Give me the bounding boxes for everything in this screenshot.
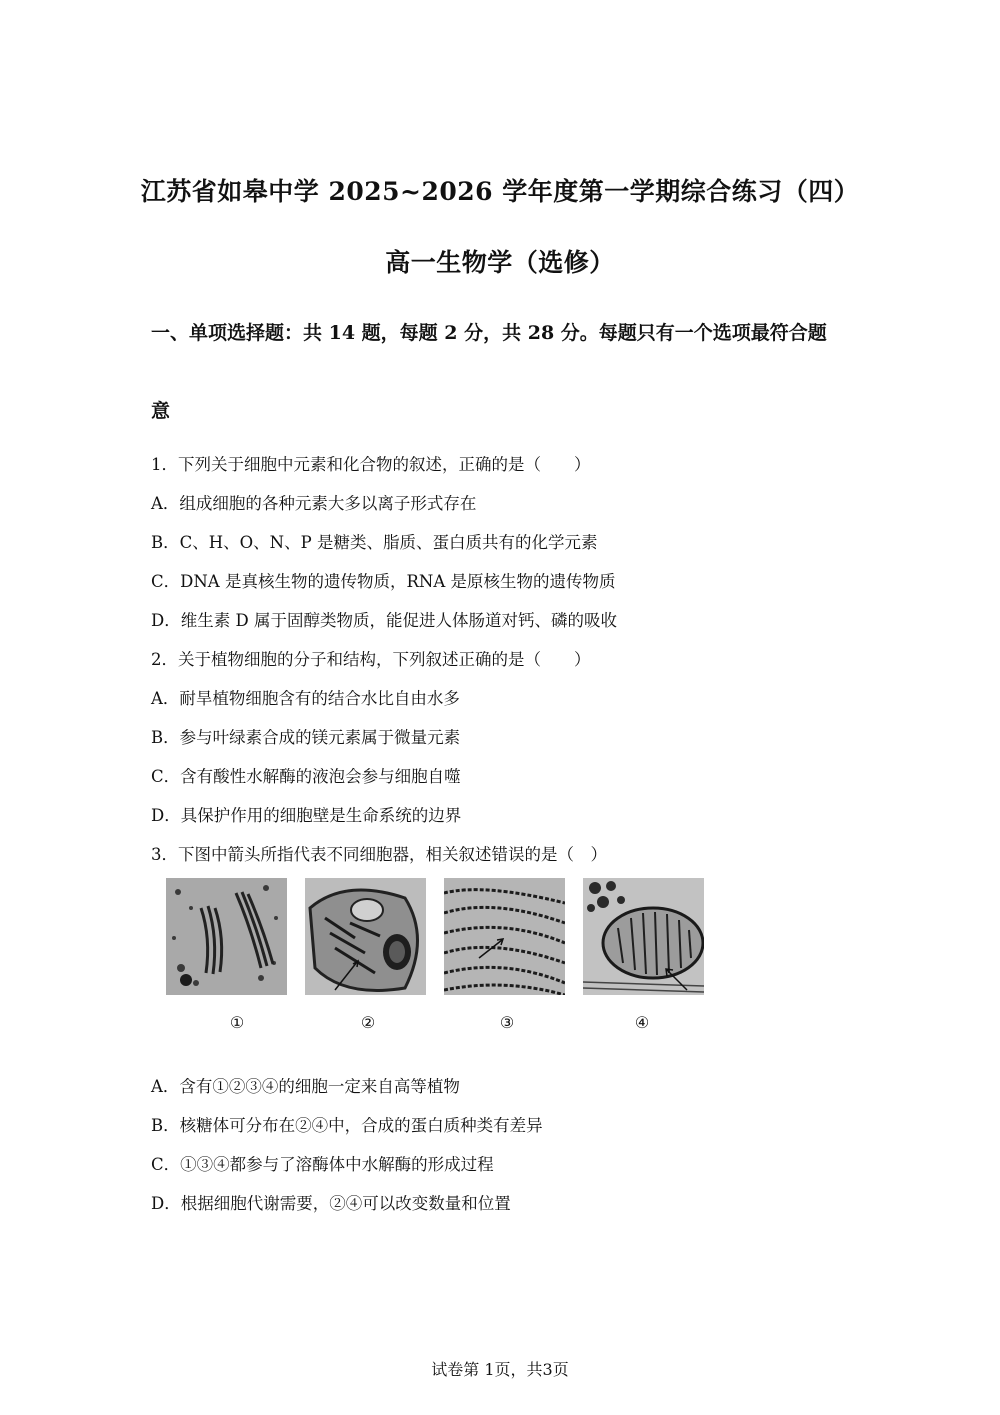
figure-mitochondrion-micrograph	[583, 878, 704, 995]
section-heading-continued: 意	[151, 400, 171, 422]
figure-label-3: ③	[499, 1013, 515, 1032]
figure-chloroplast-micrograph	[305, 878, 426, 995]
question-3-option-d: D．根据细胞代谢需要，②④可以改变数量和位置	[151, 1194, 511, 1213]
question-2-option-a: A．耐旱植物细胞含有的结合水比自由水多	[151, 689, 460, 708]
figure-label-4: ④	[634, 1013, 650, 1032]
figure-label-2: ②	[360, 1013, 376, 1032]
question-1-option-a: A．组成细胞的各种元素大多以离子形式存在	[151, 494, 477, 513]
question-3-option-b: B．核糖体可分布在②④中，合成的蛋白质种类有差异	[151, 1116, 543, 1135]
question-2-option-c: C．含有酸性水解酶的液泡会参与细胞自噬	[151, 767, 461, 786]
question-1-option-b: B．C、H、O、N、P 是糖类、脂质、蛋白质共有的化学元素	[151, 533, 598, 552]
question-3-option-a: A．含有①②③④的细胞一定来自高等植物	[151, 1077, 460, 1096]
figure-label-1: ①	[229, 1013, 245, 1032]
question-2-stem: 2．关于植物细胞的分子和结构，下列叙述正确的是（ ）	[151, 650, 591, 669]
question-2-option-d: D．具保护作用的细胞壁是生命系统的边界	[151, 806, 462, 825]
question-3-option-c: C．①③④都参与了溶酶体中水解酶的形成过程	[151, 1155, 494, 1174]
figure-golgi-micrograph	[166, 878, 287, 995]
question-2-option-b: B．参与叶绿素合成的镁元素属于微量元素	[151, 728, 461, 747]
exam-title: 江苏省如皋中学 2025~2026 学年度第一学期综合练习（四）	[140, 177, 860, 206]
question-1-option-d: D．维生素 D 属于固醇类物质，能促进人体肠道对钙、磷的吸收	[151, 611, 617, 630]
exam-subtitle: 高一生物学（选修）	[385, 248, 615, 277]
question-1-stem: 1．下列关于细胞中元素和化合物的叙述，正确的是（ ）	[151, 455, 591, 474]
section-heading: 一、单项选择题：共 14 题，每题 2 分，共 28 分。每题只有一个选项最符合题	[151, 322, 827, 344]
page-footer: 试卷第 1页，共3页	[431, 1360, 569, 1379]
figure-endoplasmic-reticulum-micrograph	[444, 878, 565, 995]
question-1-option-c: C．DNA 是真核生物的遗传物质，RNA 是原核生物的遗传物质	[151, 572, 616, 591]
question-3-stem: 3．下图中箭头所指代表不同细胞器，相关叙述错误的是（ ）	[151, 845, 607, 864]
